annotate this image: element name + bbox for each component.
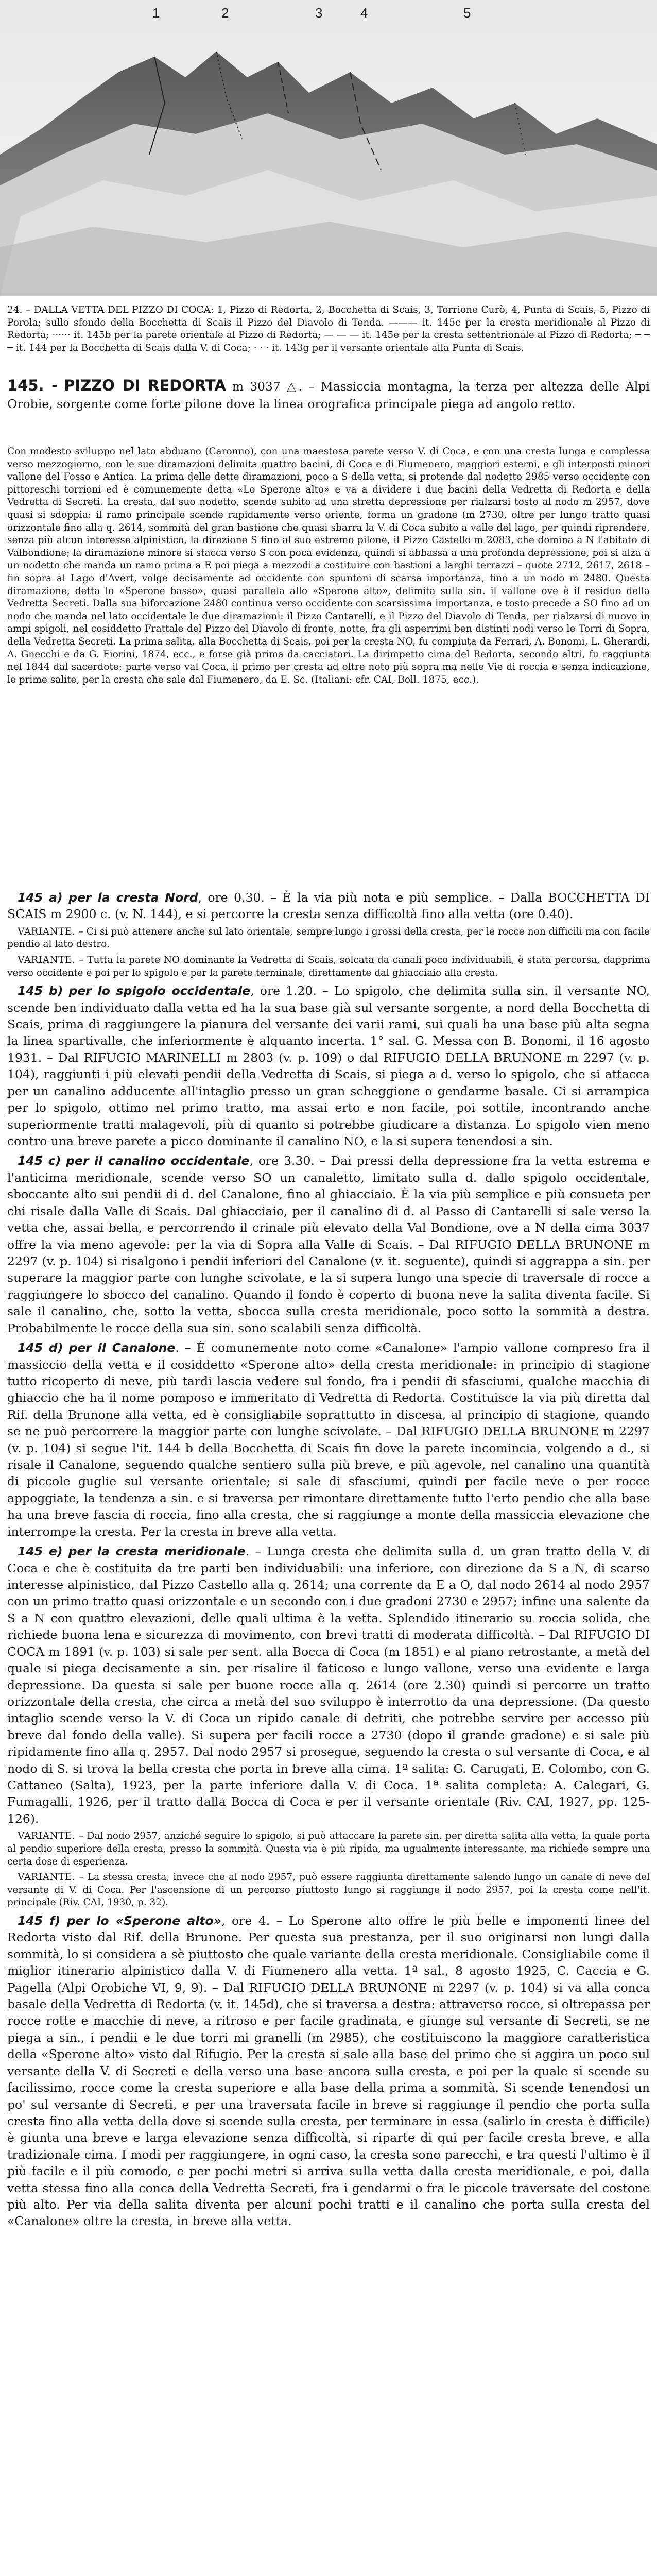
section-title: PIZZO DI REDORTA <box>64 377 226 394</box>
route-variant: VARIANTE. – Tutta la parete NO dominante la Vedretta di Scais, solcata da canali poco individuabili, è stata percorsa, dapprima verso occidente e poi per lo spigolo e per la parete terminale, direttamente dal ghiacciaio alla cresta. <box>7 955 650 978</box>
route-text: Dai pressi della depressione fra la vetta estrema e l'anticima meridionale, scende verso SO un canaletto, limitato sulla d. dallo spigolo occidentale, sboccante alto sui pendii di d. del Canalone, fino al ghiacciaio. È la via più semplice e più consueta per chi risale dalla Valle di Scais. Dal ghiacciaio, per il canalino di d. al Passo di Cantarelli si sale verso la vetta che, assai bella, e percorrendo il crinale più elevato della Val Bondione, ove a N della cima 3037 offre la via meno agevole: per la via di Sopra alla Valle di Scais. – Dal RIFUGIO DELLA BRUNONE m 2297 (v. p. 104) si risalgono i pendii inferiori del Canalone (v. it. seguente), quindi si aggrappa a sin. per superare la maggior parte con lunghe scivolate, e la si supera lungo una specie di traversale di rocce a raggiungere lo sbocco del canalino. Quando il fondo è coperto di buona neve la salita diventa facile. Si sale il canalino, che, sotto la vetta, sbocca sulla cresta meridionale, poco sotto la sommità a destra. Probabilmente le rocce della sua sin. sono scalabili senza difficoltà. <box>7 1154 650 1335</box>
mountain-photo-illustration <box>0 0 657 296</box>
general-description: Con modesto sviluppo nel lato abduano (Caronno), con una maestosa parete verso V. di Coca, e con una cresta lunga e complessa verso mezzogiorno, con le sue diramazioni delimita quattro bacini, di Coca e di Fiumenero, maggiori esterni, e gli interposti minori vallone del Fosso e Antica. La prima delle dette diramazioni, poco a S della vetta, si protende dal nodetto 2985 verso occidente con pittoreschi torrioni ed è comunemente detta «Lo Sperone alto» e va a dividere i due bacini della Vedretta di Redorta e della Vedretta di Secreti. La cresta, dal suo nodetto, scende subito ad una stretta depressione per rialzarsi tosto al nodo m 2957, dove quasi si sdoppia: il ramo principale scende rapidamente verso oriente, forma un gradone (m 2730, oltre per lungo tratto quasi orizzontale fino alla q. 2614, sommità del gran bastione che quasi sbarra la V. di Coca subito a valle del lago, per quindi riprendere, senza più alcun interesse alpinistico, la direzione S fino al suo estremo pilone, il Pizzo Castello m 2083, che domina a N l'abitato di Valbondione; la diramazione minore si stacca verso S con poca evidenza, quindi si abbassa a una profonda depressione, poi si alza a un nodetto che manda un ramo prima a E poi piega a mezzodì a costituire con bastioni a larghi terrazzi – quote 2712, 2617, 2618 – fin sopra al Lago d'Avert, volge decisamente ad occidente con spuntoni di scarsa importanza, fino a un nodo m 2480. Questa diramazione, detta lo «Sperone basso», quasi parallela allo «Sperone alto», delimita sulla sin. il vallone ove è il residuo della Vedretta Secreti. Dalla sua biforcazione 2480 continua verso occidente con scarsissima importanza, e tosto precede a SO fino ad un nodo che manda nel lato occidentale le due diramazioni: il Pizzo Cantarelli, e il Pizzo del Diavolo di Tenda, per rialzarsi di nuovo in ampi spigoli, nel cosiddetto Frattale del Pizzo del Diavolo di fronte, notte, fra gli asperrimi ben distinti nodi verso le Torri di Sopra, della Vedretta Secreti. La prima salita, alla Bocchetta di Scais, poi per la cresta NO, fu compiuta da Ferrari, A. Bonomi, L. Gherardi, A. Gnecchi e da G. Fiorini, 1874, ecc., e forse già prima da cacciatori. La dirimpetto cima del Redorta, secondo altri, fu raggiunta nel 1844 dal sacerdote: parte verso val Coca, il primo per cresta ad oltre noto più sopra ma nelle Vie di roccia e senza indicazione, le prime salite, per la cresta che sale dal Fiumenero, da E. Sc. (Italiani: cfr. CAI, Boll. 1875, ecc.). <box>7 446 650 685</box>
route-item: 145 f) per lo «Sperone alto», ore 4. – Lo Sperone alto offre le più belle e imponenti linee del Redorta visto dal Rif. della Brunone. Per questa sua prestanza, per il suo originarsi non lungi dalla sommità, lo si considera a sè piuttosto che quale variante della cresta meridionale. Consigliabile come il miglior itinerario alpinistico dalla V. di Fiumenero alla vetta. 1ª sal., 8 agosto 1925, C. Caccia e G. Pagella (Alpi Orobiche VI, 9, 9). – Dal RIFUGIO DELLA BRUNONE m 2297 (v. p. 104) si va alla conca basale della Vedretta di Redorta (v. it. 145d), che si traversa a destra: attraverso rocce, si oltrepassa per rocce rotte e macchie di neve, a ritroso e per facile gradinata, e giunge sul versante di Secreti, se ne piega a sin., i pendii e le due torri mi granelli (m 2985), che costituiscono la maggiore caratteristica della «Sperone alto» visto dal Rifugio. Per la cresta si sale alla base del primo che si aggira un poco sul versante della V. di Secreti e della verso una base ancora sulla cresta, e poi per la quale si scende su facilissimo, rocce come la cresta superiore e alla base della prima a sommità. Si scende tenendosi un po' sul versante di Secreti, e per una traversata facile in breve si raggiunge il pendio che porta sulla cresta fino alla vetta della dove si scende sulla cresta, per terminare in essa (salirlo in cresta è difficile) è giunta una breve e larga elevazione senza difficoltà, si riparte di qui per facile cresta breve, e alla tradizionale cima. I modi per raggiungere, in ogni caso, la cresta sono parecchi, e tra questi l'ultimo è il più facile e il più comodo, e per pochi metri si arriva sulla vetta dalla cresta meridionale, e poi, dalla vetta stessa fino alla conca della Vedretta Secreti, fra i gendarmi o fra le piccole traversate del costone più alto. Per via della salita diventa per alcuni pochi tratti e il canalino che porta sulla cresta del «Canalone» oltre la cresta, in breve alla vetta. <box>7 1913 650 2229</box>
route-label: 145 f) <box>18 1913 61 1928</box>
variant-label: VARIANTE. <box>18 926 76 937</box>
route-time: ore 0.30. <box>208 890 265 905</box>
route-label: 145 a) <box>18 890 63 905</box>
route-name: per la cresta meridionale <box>68 1544 246 1559</box>
route-text: Lo Sperone alto offre le più belle e imponenti linee del Redorta visto dal Rif. della Brunone. Per questa sua prestanza, per il suo originarsi non lungi dalla sommità, lo si considera a sè piuttosto che quale variante della cresta meridionale. Consigliabile come il miglior itinerario alpinistico dalla V. di Fiumenero alla vetta. 1ª sal., 8 agosto 1925, C. Caccia e G. Pagella (Alpi Orobiche VI, 9, 9). – Dal RIFUGIO DELLA BRUNONE m 2297 (v. p. 104) si va alla conca basale della Vedretta di Redorta (v. it. 145d), che si traversa a destra: attraverso rocce, si oltrepassa per rocce rotte e macchie di neve, a ritroso e per facile gradinata, e giunge sul versante di Secreti, se ne piega a sin., i pendii e le due torri mi granelli (m 2985), che costituiscono la maggiore caratteristica della «Sperone alto» visto dal Rifugio. Per la cresta si sale alla base del primo che si aggira un poco sul versante della V. di Secreti e della verso una base ancora sulla cresta, e poi per la quale si scende su facilissimo, rocce come la cresta superiore e alla base della prima a sommità. Si scende tenendosi un po' sul versante di Secreti, e per una traversata facile in breve si raggiunge il pendio che porta sulla cresta fino alla vetta della dove si scende sulla cresta, per terminare in essa (salirlo in cresta è difficile) è giunta una breve e larga elevazione senza difficoltà, si riparte di qui per facile cresta breve, e alla tradizionale cima. I modi per raggiungere, in ogni caso, la cresta sono parecchi, e tra questi l'ultimo è il più facile e il più comodo, e per pochi metri si arriva sulla vetta dalla cresta meridionale, e poi, dalla vetta stessa fino alla conca della Vedretta Secreti, fra i gendarmi o fra le piccole traversate del costone più alto. Per via della salita diventa per alcuni pochi tratti e il canalino che porta sulla cresta del «Canalone» oltre la cresta, in breve alla vetta. <box>7 1913 650 2229</box>
route-variant: VARIANTE. – Ci si può attenere anche sul lato orientale, sempre lungo i grossi della cresta, per le rocce non difficili ma con facile pendio al lato destro. <box>7 926 650 950</box>
section-elevation: m 3037 <box>232 379 281 394</box>
route-item: 145 d) per il Canalone. – È comunemente noto come «Canalone» l'ampio vallone compreso fra il massiccio della vetta e il cosiddetto «Sperone alto» della cresta meridionale: in principio di stagione tutto ricoperto di neve, più tardi lascia vedere sul fondo, fra i pendii di sfasciumi, qualche macchia di ghiaccio che ha il nome pomposo e immeritato di Vedretta di Redorta. Costituisce la via più diretta dal Rif. della Brunone alla vetta, ed è consigliabile soprattutto in discesa, al principio di stagione, quando se ne può percorrere la maggior parte con lunghe scivolate. – Dal RIFUGIO DELLA BRUNONE m 2297 (v. p. 104) si segue l'it. 144 b della Bocchetta di Scais fin dove la parete incomincia, volgendo a d., si risale il Canalone, seguendo qualche sentiero sulla più breve, e più agevole, nel canalino una quantità di piccole guglie sul versante orientale; si sale di sfasciumi, quindi per facile neve o per rocce appoggiate, la tendenza a sin. e si traversa per rimontare direttamente tutto l'erto pendio che alla base ha una breve fascia di roccia, fino alla cresta, che si raggiunge a monte della massiccia elevazione che interrompe la cresta. Per la cresta in breve alla vetta. <box>7 1341 650 1539</box>
route-text: Lunga cresta che delimita sulla d. un gran tratto della V. di Coca e che è costituita da tre parti ben individuabili: una inferiore, con direzione da S a N, di scarso interesse alpinistico, dal Pizzo Castello alla q. 2614; una corrente da E a O, dal nodo 2614 al nodo 2957 con un primo tratto quasi orizzontale e un secondo con i due gradoni 2730 e 2957; infine una salente da S a N con quattro elevazioni, delle quali ultima è la vetta. Splendido itinerario su roccia solida, che richiede buona lena e sicurezza di movimento, con brevi tratti di moderata difficoltà. – Dal RIFUGIO DI COCA m 1891 (v. p. 103) si sale per sent. alla Bocca di Coca (m 1851) e al piano retrostante, a metà del quale si piega decisamente a sin. per risalire il faticoso e lungo vallone, verso una evidente e larga depressione. Da questa si sale per buone rocce alla q. 2614 (ore 2.30) quindi si percorre un tratto orizzontale della cresta, che circa a metà del suo sviluppo è interrotto da una depressione. (Da questo intaglio scende verso la V. di Coca un ripido canale di detriti, che potrebbe servire per accesso più breve dal fondo della valle). Si supera per facili rocce a 2730 (dopo il grande gradone) e si sale più ripidamente fino alla q. 2957. Dal nodo 2957 si prosegue, seguendo la cresta o sul versante di Coca, e al nodo di S. si trova la bella cresta che porta in breve alla cima. 1ª salita: G. Carugati, E. Colombo, con G. Cattaneo (Salta), 1923, per la parte inferiore dalla V. di Coca. 1ª salita completa: A. Calegari, G. Fumagalli, 1926, per il tratto dalla Bocca di Coca e per il versante orientale (Riv. CAI, 1927, pp. 125-126). <box>7 1544 650 1826</box>
section-number: 145. - <box>7 377 58 394</box>
variant-text: Tutta la parete NO dominante la Vedretta di Scais, solcata da canali poco individuabili, è stata percorsa, dapprima verso occidente e poi per lo spigolo e per la parete terminale, direttamente dal ghiacciaio alla cresta. <box>7 955 650 978</box>
route-time: ore 3.30. <box>258 1154 315 1168</box>
route-name: per il canalino occidentale <box>66 1154 250 1168</box>
route-time: ore 1.20. <box>260 984 317 998</box>
route-variant: VARIANTE. – Dal nodo 2957, anziché seguire lo spigolo, si può attaccare la parete sin. per diretta salita alla vetta, la quale porta al pendio superiore della cresta, presso la sommità. Questa via è più ripida, ma ugualmente interessante, ma richiede sempre una certa dose di esperienza. <box>7 1831 650 1867</box>
route-time: ore 4. <box>231 1913 270 1928</box>
routes-list <box>7 886 650 2233</box>
photo-caption: 24. – DALLA VETTA DEL PIZZO DI COCA: 1, Pizzo di Redorta, 2, Bocchetta di Scais, 3, Torrione Curò, 4, Punta di Scais, 5, Pizzo di Porola; sullo sfondo della Bocchetta di Scais il Pizzo del Diavolo di Tenda. ——— it. 145c per la cresta meridionale al Pizzo di Redorta; ······ it. 145b per la parete orientale al Pizzo di Redorta; — — — it. 145e per la cresta settentrionale al Pizzo di Redorta; ─ ─ ─ it. 144 per la Bocchetta di Scais dalla V. di Coca; · · · it. 143g per il versante orientale alla Punta di Scais. <box>7 304 650 353</box>
route-name: per il Canalone <box>68 1341 176 1355</box>
photo-annotation-5: 5 <box>463 5 471 21</box>
photo-annotation-2: 2 <box>221 5 229 21</box>
route-item: 145 a) per la cresta Nord, ore 0.30. – È la via più nota e più semplice. – Dalla BOCCHETTA DI SCAIS m 2900 c. (v. N. 144), e si percorre la cresta senza difficoltà fino alla vetta (ore 0.40). <box>7 890 650 922</box>
route-item: 145 c) per il canalino occidentale, ore 3.30. – Dai pressi della depressione fra la vetta estrema e l'anticima meridionale, scende verso SO un canaletto, limitato sulla d. dallo spigolo occidentale, sboccante alto sui pendii di d. del Canalone, fino al ghiacciaio. È la via più semplice e più consueta per chi risale dalla Valle di Scais. Dal ghiacciaio, per il canalino di d. al Passo di Cantarelli si sale verso la vetta che, assai bella, e percorrendo il crinale più elevato della Val Bondione, ove a N della cima 3037 offre la via meno agevole: per la via di Sopra alla Valle di Scais. – Dal RIFUGIO DELLA BRUNONE m 2297 (v. p. 104) si risalgono i pendii inferiori del Canalone (v. it. seguente), quindi si aggrappa a sin. per superare la maggior parte con lunghe scivolate, e la si supera lungo una specie di traversale di rocce a raggiungere lo sbocco del canalino. Quando il fondo è coperto di buona neve la salita diventa facile. Si sale il canalino, che, sotto la vetta, sbocca sulla cresta meridionale, poco sotto la sommità a destra. Probabilmente le rocce della sua sin. sono scalabili senza difficoltà. <box>7 1154 650 1335</box>
variant-text: La stessa cresta, invece che al nodo 2957, può essere raggiunta direttamente salendo lungo un canale di neve del versante di V. di Coca. Per l'ascensione di un percorso piuttosto lungo si raggiunge il nodo 2957, poi la cresta come nell'it. principale (Riv. CAI, 1930, p. 32). <box>7 1872 650 1908</box>
variant-text: Dal nodo 2957, anziché seguire lo spigolo, si può attaccare la parete sin. per diretta salita alla vetta, la quale porta al pendio superiore della cresta, presso la sommità. Questa via è più ripida, ma ugualmente interessante, ma richiede sempre una certa dose di esperienza. <box>7 1831 650 1867</box>
variant-label: VARIANTE. <box>18 1831 76 1842</box>
variant-label: VARIANTE. <box>18 1872 76 1883</box>
variant-text: Ci si può attenere anche sul lato orientale, sempre lungo i grossi della cresta, per le rocce non difficili ma con facile pendio al lato destro. <box>7 926 650 950</box>
route-name: per lo spigolo occidentale <box>68 984 251 998</box>
route-variant: VARIANTE. – La stessa cresta, invece che al nodo 2957, può essere raggiunta direttamente salendo lungo un canale di neve del versante di V. di Coca. Per l'ascensione di un percorso piuttosto lungo si raggiunge il nodo 2957, poi la cresta come nell'it. principale (Riv. CAI, 1930, p. 32). <box>7 1872 650 1908</box>
section-intro: Massiccia montagna, la terza per altezza delle Alpi Orobie, sorgente come forte pilone dove la linea orografica principale piega ad angolo retto. <box>7 379 650 412</box>
top-mountain-photo <box>0 0 657 296</box>
route-text: È comunemente noto come «Canalone» l'ampio vallone compreso fra il massiccio della vetta e il cosiddetto «Sperone alto» della cresta meridionale: in principio di stagione tutto ricoperto di neve, più tardi lascia vedere sul fondo, fra i pendii di sfasciumi, qualche macchia di ghiaccio che ha il nome pomposo e immeritato di Vedretta di Redorta. Costituisce la via più diretta dal Rif. della Brunone alla vetta, ed è consigliabile soprattutto in discesa, al principio di stagione, quando se ne può percorrere la maggior parte con lunghe scivolate. – Dal RIFUGIO DELLA BRUNONE m 2297 (v. p. 104) si segue l'it. 144 b della Bocchetta di Scais fin dove la parete incomincia, volgendo a d., si risale il Canalone, seguendo qualche sentiero sulla più breve, e più agevole, nel canalino una quantità di piccole guglie sul versante orientale; si sale di sfasciumi, quindi per facile neve o per rocce appoggiate, la tendenza a sin. e si traversa per rimontare direttamente tutto l'erto pendio che alla base ha una breve fascia di roccia, fino alla cresta, che si raggiunge a monte della massiccia elevazione che interrompe la cresta. Per la cresta in breve alla vetta. <box>7 1341 650 1539</box>
photo-annotation-1: 1 <box>152 5 160 21</box>
route-item: 145 b) per lo spigolo occidentale, ore 1.20. – Lo spigolo, che delimita sulla sin. il versante NO, scende ben individuato dalla vetta ed ha la sua base già sul versante sorgente, a nord della Bocchetta di Scais, prima di raggiungere la pianura del versante dei varii rami, sui quali ha una base più alta segna la linea spartivalle, che inferiormente è alquanto incerta. 1° sal. G. Messa con B. Bonomi, il 16 agosto 1931. – Dal RIFUGIO MARINELLI m 2803 (v. p. 109) o dal RIFUGIO DELLA BRUNONE m 2297 (v. p. 104), raggiunti i più elevati pendii della Vedretta di Scais, si piega a d. verso lo spigolo, che si attacca per un canalino adducente all'intaglio presso un gran scheggione o gendarme basale. Ci si arrampica per lo spigolo, ottimo nel primo tratto, ma assai erto e non facile, poi sottile, incontrando anche superiormente tratti malagevoli, più di quanto si potrebbe giudicare a distanza. Lo spigolo vien meno contro una breve parete a picco dominante il canalino NO, e la si supera tenendosi a sin. <box>7 984 650 1149</box>
photo-annotation-3: 3 <box>315 5 323 21</box>
route-label: 145 e) <box>18 1544 63 1559</box>
route-text: È la via più nota e più semplice. – Dalla BOCCHETTA DI SCAIS m 2900 c. (v. N. 144), e si percorre la cresta senza difficoltà fino alla vetta (ore 0.40). <box>7 890 650 922</box>
section-heading-block: 145. - PIZZO DI REDORTA m 3037 △. – Massiccia montagna, la terza per altezza delle Alpi Orobie, sorgente come forte pilone dove la linea orografica principale piega ad angolo retto. <box>7 377 650 412</box>
route-label: 145 b) <box>18 984 63 998</box>
route-name: per la cresta Nord <box>68 890 198 905</box>
route-label: 145 c) <box>18 1154 61 1168</box>
route-name: per lo «Sperone alto» <box>66 1913 221 1928</box>
route-label: 145 d) <box>18 1341 63 1355</box>
route-text: Lo spigolo, che delimita sulla sin. il versante NO, scende ben individuato dalla vetta ed ha la sua base già sul versante sorgente, a nord della Bocchetta di Scais, prima di raggiungere la pianura del versante dei varii rami, sui quali ha una base più alta segna la linea spartivalle, che inferiormente è alquanto incerta. 1° sal. G. Messa con B. Bonomi, il 16 agosto 1931. – Dal RIFUGIO MARINELLI m 2803 (v. p. 109) o dal RIFUGIO DELLA BRUNONE m 2297 (v. p. 104), raggiunti i più elevati pendii della Vedretta di Scais, si piega a d. verso lo spigolo, che si attacca per un canalino adducente all'intaglio presso un gran scheggione o gendarme basale. Ci si arrampica per lo spigolo, ottimo nel primo tratto, ma assai erto e non facile, poi sottile, incontrando anche superiormente tratti malagevoli, più di quanto si potrebbe giudicare a distanza. Lo spigolo vien meno contro una breve parete a picco dominante il canalino NO, e la si supera tenendosi a sin. <box>7 984 650 1149</box>
variant-label: VARIANTE. <box>18 955 76 966</box>
route-item: 145 e) per la cresta meridionale. – Lunga cresta che delimita sulla d. un gran tratto della V. di Coca e che è costituita da tre parti ben individuabili: una inferiore, con direzione da S a N, di scarso interesse alpinistico, dal Pizzo Castello alla q. 2614; una corrente da E a O, dal nodo 2614 al nodo 2957 con un primo tratto quasi orizzontale e un secondo con i due gradoni 2730 e 2957; infine una salente da S a N con quattro elevazioni, delle quali ultima è la vetta. Splendido itinerario su roccia solida, che richiede buona lena e sicurezza di movimento, con brevi tratti di moderata difficoltà. – Dal RIFUGIO DI COCA m 1891 (v. p. 103) si sale per sent. alla Bocca di Coca (m 1851) e al piano retrostante, a metà del quale si piega decisamente a sin. per risalire il faticoso e lungo vallone, verso una evidente e larga depressione. Da questa si sale per buone rocce alla q. 2614 (ore 2.30) quindi si percorre un tratto orizzontale della cresta, che circa a metà del suo sviluppo è interrotto da una depressione. (Da questo intaglio scende verso la V. di Coca un ripido canale di detriti, che potrebbe servire per accesso più breve dal fondo della valle). Si supera per facili rocce a 2730 (dopo il grande gradone) e si sale più ripidamente fino alla q. 2957. Dal nodo 2957 si prosegue, seguendo la cresta o sul versante di Coca, e al nodo di S. si trova la bella cresta che porta in breve alla cima. 1ª salita: G. Carugati, E. Colombo, con G. Cattaneo (Salta), 1923, per la parte inferiore dalla V. di Coca. 1ª salita completa: A. Calegari, G. Fumagalli, 1926, per il tratto dalla Bocca di Coca e per il versante orientale (Riv. CAI, 1927, pp. 125-126). <box>7 1544 650 1826</box>
photo-annotation-4: 4 <box>360 5 368 21</box>
summit-triangle-icon: △ <box>286 379 299 394</box>
